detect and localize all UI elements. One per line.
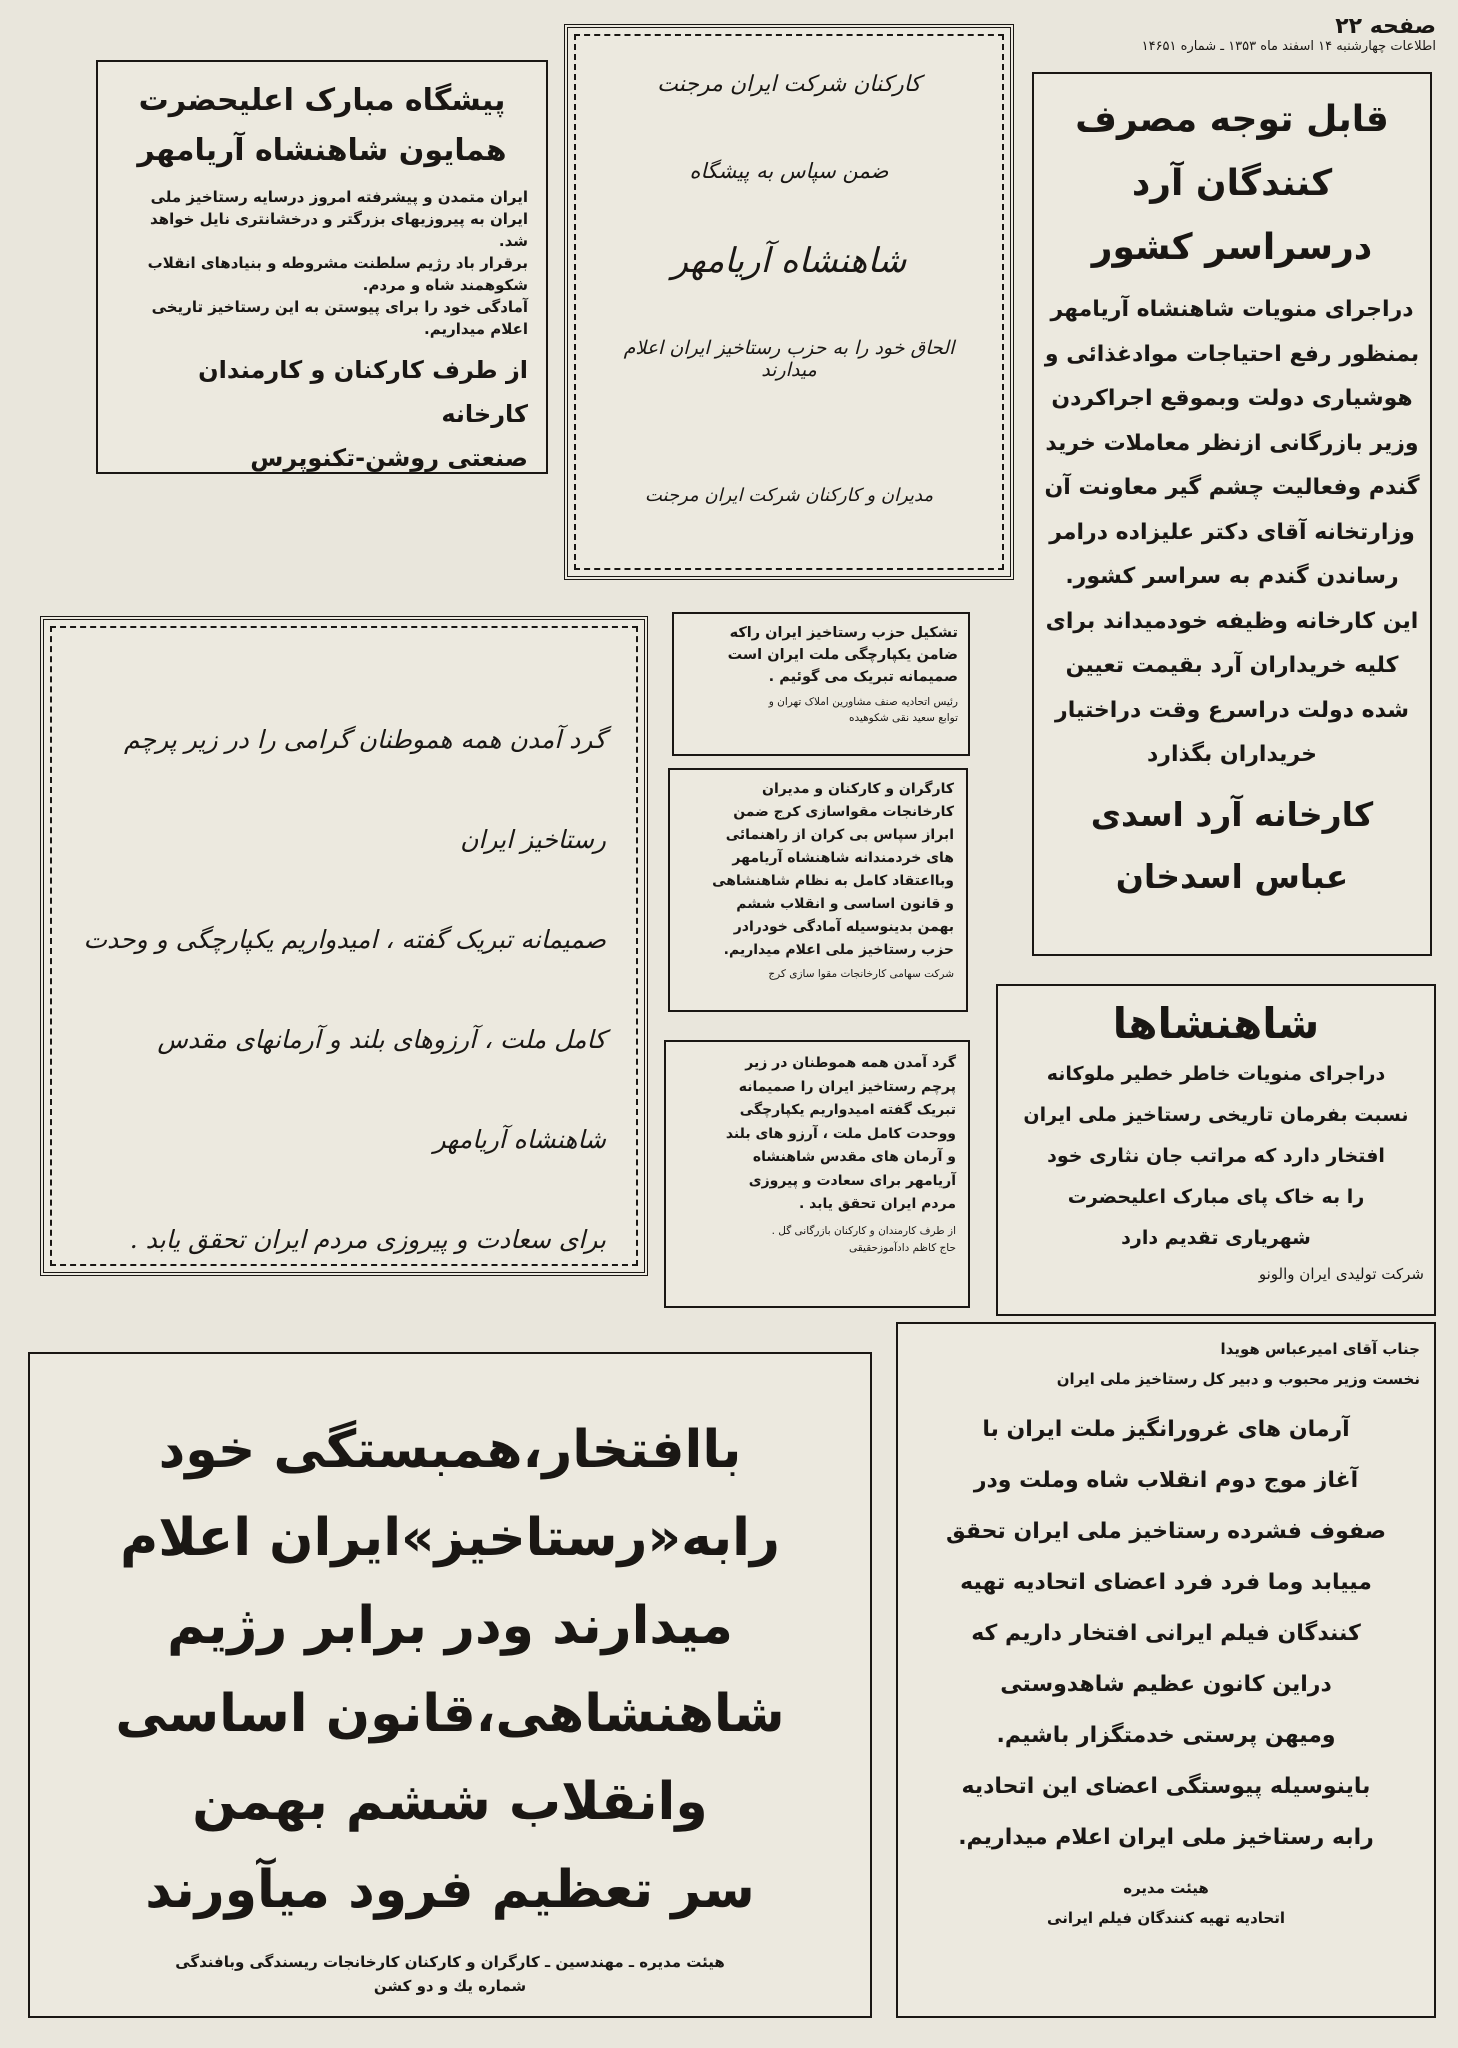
ad-title-line: درسراسر کشور (1091, 227, 1373, 268)
ad-body-line: دراجرای منویات خاطر خطیر ملوکانه (1046, 1063, 1386, 1085)
ad-signature: شرکت سهامی کارخانجات مقوا سازی کرج (768, 968, 954, 980)
ad-signature-line: هیئت مدیره ـ مهندسین ـ کارگران و کارکنان کارخانجات ریسندگی وبافندگی (175, 1953, 725, 1971)
ad-body-line: ضمن سپاس به پیشگاه (689, 159, 889, 183)
ad-address-line: نخست وزیر محبوب و دبیر کل رستاخیز ملی ایران (1056, 1370, 1420, 1388)
ad-body-line: و قانون اساسی و انقلاب ششم (736, 896, 954, 912)
ad-signature-line: صنعتی روشن-تکنوپرس (250, 444, 528, 472)
ad-body-line: کارخانجات مقواسازی کرج ضمن (733, 804, 954, 820)
ad-body-line: وزارتخانه آقای دکتر علیزاده درامر (1049, 519, 1415, 545)
ad-body-line: صمیمانه تبریک می گوئیم . (768, 669, 958, 685)
ad-body-line: شده دولت دراسرع وقت دراختیار (1055, 697, 1409, 723)
ad-title-line: پیشگاه مبارک اعلیحضرت (138, 83, 506, 118)
ad-body-line: و آرمان های مقدس شاهنشاه (752, 1149, 956, 1165)
ad-body-line: مییابد وما فرد فرد اعضای اتحادیه تهیه (960, 1570, 1372, 1595)
ad-textile-factories (28, 1352, 872, 2018)
ad-signature-line: شماره یك و دو کشن (373, 1977, 527, 1995)
ad-body-line: اعلام میداریم. (424, 320, 528, 338)
ad-title-line: قابل توجه مصرف (1075, 99, 1389, 140)
ad-roshan-technopress (96, 60, 548, 474)
ad-signature-line: توابع سعید نقی شکوهیده (848, 712, 958, 724)
ad-body-line: کلیه خریداران آرد بقیمت تعیین (1065, 653, 1399, 678)
ad-body-line: ووحدت کامل ملت ، آرزو های بلند (725, 1125, 956, 1142)
ad-body-line: بهمن بدینوسیله آمادگی خودرادر (733, 919, 954, 935)
ad-karaj-cardboard (668, 768, 968, 1012)
ad-body-line: هوشیاری دولت وبموقع اجراکردن (1051, 386, 1413, 411)
ad-body-line: گندم وفعالیت چشم گیر معاونت آن (1044, 475, 1420, 500)
page-number: صفحه ۲۲ (1335, 14, 1436, 39)
ad-body-line: رابه«رستاخیز»ایران اعلام (120, 1508, 780, 1568)
ad-gol-trading (664, 1040, 970, 1308)
ad-body-line: نسبت بفرمان تاریخی رستاخیز ملی ایران (1023, 1104, 1409, 1126)
ad-body-line: تبریک گفته امیدواریم یکپارچگی (739, 1102, 956, 1118)
ad-body-line: افتخار دارد که مراتب جان نثاری خود (1047, 1145, 1385, 1167)
ad-body-line: شد. (498, 232, 528, 250)
ad-body-line: شهریاری تقدیم دارد (1121, 1227, 1311, 1249)
ad-body-line: ضامن یکپارچگی ملت ایران است (727, 647, 958, 663)
ad-body-line: شاهنشاهی،قانون اساسی (115, 1684, 785, 1744)
ad-flour-factory (1032, 72, 1432, 956)
ad-address-line: جناب آقای امیرعباس هویدا (1220, 1340, 1420, 1358)
ad-film-producers-union (896, 1322, 1436, 2018)
ad-body-line: را به خاک پای مبارک اعلیحضرت (1067, 1186, 1365, 1208)
ad-body-line: وزیر بازرگانی ازنظر معاملات خرید (1045, 430, 1419, 456)
ad-body-line: میدارند ودر برابر رژیم (167, 1596, 733, 1656)
ad-title-line: همایون شاهنشاه آریامهر (137, 133, 507, 168)
ad-body-line: گرد آمدن همه هموطنان گرامی را در زیر پرچم رستاخیز ایران (124, 725, 606, 854)
ad-iran-valuno (996, 984, 1436, 1316)
ad-body-line: کارگران و کارکنان و مدیران (762, 781, 954, 797)
ad-body-line: رساندن گندم به سراسر کشور. (1065, 564, 1399, 589)
ad-body-line: ایران متمدن و پیشرفته امروز درسایه رستاخیز ملی (150, 188, 528, 206)
ad-signature-line: از طرف کارکنان و کارمندان کارخانه (198, 356, 528, 428)
ad-signature-line: هیئت مدیره (1123, 1879, 1209, 1897)
ad-body-line: ایران به پیروزیهای بزرگتر و درخشانتری نایل خواهد (150, 210, 528, 228)
ad-real-estate-union (672, 612, 970, 756)
ad-body-line: کامل ملت ، آرزوهای بلند و آرمانهای مقدس شاهنشاه آریامهر (157, 1025, 606, 1154)
dateline: اطلاعات چهارشنبه ۱۴ اسفند ماه ۱۳۵۳ ـ شماره ۱۴۶۵۱ (1141, 39, 1436, 54)
ad-body-line: باافتخار،همبستگی خود (158, 1420, 742, 1480)
ad-body-line: ابراز سپاس بی کران از راهنمائی (725, 827, 954, 843)
ad-signature-line: حاج کاظم دادآموزحقیقی (848, 1241, 956, 1254)
ad-signature: شرکت تولیدی ایران والونو (1258, 1265, 1424, 1283)
ad-signature: مدیران و کارکنان شرکت ایران مرجنت (644, 485, 934, 506)
ad-body-line: های خردمندانه شاهنشاه آریامهر (732, 850, 954, 866)
ad-signature-line: از طرف کارمندان و کارکنان بازرگانی گل . (771, 1224, 956, 1237)
ad-body-line: وبااعتقاد کامل به نظام شاهنشاهی (712, 873, 954, 889)
ad-body-line: برقرار باد رژیم سلطنت مشروطه و بنیادهای انقلاب (147, 254, 528, 272)
ad-title-line: کنندگان آرد (1131, 163, 1333, 204)
ad-body-line: سر تعظیم فرود میآورند (145, 1860, 755, 1920)
ad-signature-line: رئیس اتحادیه صنف مشاورین املاک تهران و (768, 696, 958, 708)
ad-signature-line: عباس اسدخان (1115, 856, 1349, 896)
ad-body-line: دراین کانون عظیم شاهدوستی (1000, 1672, 1332, 1697)
ad-body-line: حزب رستاخیز ملی اعلام میداریم. (723, 942, 954, 958)
ad-body-line: بمنظور رفع احتیاجات موادغذائی و (1044, 341, 1420, 367)
ad-body-line: ومیهن پرستی خدمتگزار باشیم. (996, 1723, 1336, 1748)
ad-body-line: رابه رستاخیز ملی ایران اعلام میداریم. (958, 1825, 1374, 1850)
page-masthead (1096, 14, 1436, 54)
ad-body-line: گرد آمدن همه هموطنان در زیر (745, 1055, 956, 1071)
ad-body-line: آغاز موج دوم انقلاب شاه وملت ودر (973, 1468, 1359, 1493)
ad-body-line: مردم ایران تحقق یابد . (798, 1196, 956, 1212)
ad-title-line: کارکنان شرکت ایران مرجنت (657, 72, 921, 97)
ad-body-line: برای سعادت و پیروزی مردم ایران تحقق یابد . (129, 1225, 606, 1254)
ad-body-line: آرمان های غرورانگیز ملت ایران با (982, 1417, 1350, 1442)
ad-glass-sellers-union (40, 616, 648, 1276)
ad-body-line: تشکیل حزب رستاخیز ایران راکه (729, 625, 958, 641)
ad-body-line: صفوف فشرده رستاخیز ملی ایران تحقق (946, 1519, 1386, 1544)
ad-body-line: آریامهر برای سعادت و پیروزی (748, 1172, 956, 1189)
ad-body-line: آمادگی خود را برای پیوستن به این رستاخیز تاریخی (151, 298, 528, 316)
ad-title: شاهنشاها (1112, 999, 1320, 1048)
ad-body-line: صمیمانه تبریک گفته ، امیدواریم یکپارچگی و وحدت (83, 925, 606, 954)
ad-signature-line: کارخانه آرد اسدی (1090, 794, 1374, 834)
ad-body-line: الحاق خود را به حزب رستاخیز ایران اعلام میدارند (623, 337, 955, 381)
ad-body-line: باینوسیله پیوستگی اعضای این اتحادیه (961, 1774, 1371, 1799)
ad-body-line: کنندگان فیلم ایرانی افتخار داریم که (971, 1621, 1361, 1646)
ad-body-line: شکوهمند شاه و مردم. (362, 276, 528, 294)
ad-body-line: پرچم رستاخیز ایران را صمیمانه (738, 1078, 956, 1095)
ad-body-line: این کارخانه وظیفه خودمیداند برای (1045, 608, 1419, 634)
ad-signature-line: اتحادیه تهیه کنندگان فیلم ایرانی (1047, 1909, 1285, 1927)
ad-body-line: دراجرای منویات شاهنشاه آریامهر (1050, 297, 1414, 322)
ad-body-line: شاهنشاه آریامهر (671, 241, 907, 281)
ad-merchant-company (564, 24, 1014, 580)
ad-body-line: خریداران بگذارد (1147, 742, 1317, 767)
ad-body-line: وانقلاب ششم بهمن (192, 1772, 708, 1832)
